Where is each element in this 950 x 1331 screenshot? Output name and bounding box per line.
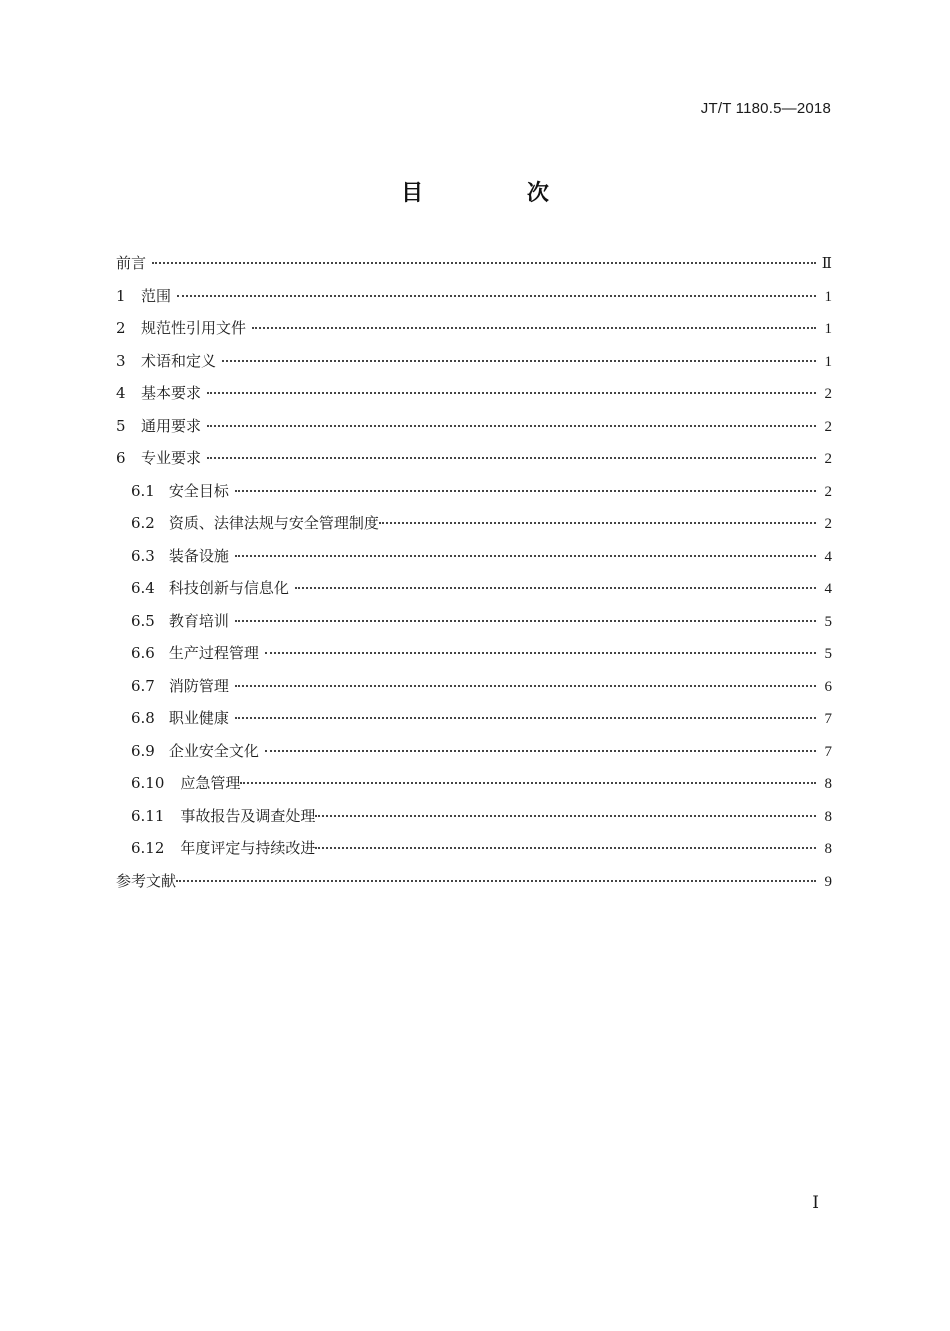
toc-entry-label: 应急管理 xyxy=(180,774,241,792)
toc-entry[interactable] xyxy=(116,510,832,543)
toc-entry-page: Ⅱ xyxy=(821,256,832,272)
toc-entry[interactable] xyxy=(116,673,832,706)
toc-leader-dots xyxy=(295,585,816,589)
toc-entry-page: 2 xyxy=(824,516,832,532)
toc-entry-number: 6.1 xyxy=(131,481,155,500)
toc-entry-page: 8 xyxy=(824,841,832,857)
toc-entry-number: 6.3 xyxy=(131,546,155,565)
toc-entry[interactable] xyxy=(116,803,832,836)
toc-entry-number: 6.12 xyxy=(131,839,165,857)
toc-leader-dots xyxy=(177,293,816,297)
toc-entry-number: 6.4 xyxy=(131,579,155,597)
toc-entry-label: 生产过程管理 xyxy=(168,644,259,662)
toc-entry-number: 4 xyxy=(116,384,126,402)
toc-entry-label: 资质、法律法规与安全管理制度 xyxy=(168,514,379,532)
toc-entry[interactable] xyxy=(116,250,832,283)
toc-entry-page: 2 xyxy=(824,451,832,467)
toc-leader-dots xyxy=(235,488,816,492)
toc-entry-number: 1 xyxy=(116,286,126,305)
toc-entry-label: 规范性引用文件 xyxy=(141,319,247,337)
toc-entry-page: 9 xyxy=(824,873,832,890)
toc-entry-number: 6.7 xyxy=(131,676,155,695)
toc-entry[interactable] xyxy=(116,575,832,608)
toc-entry-label: 科技创新与信息化 xyxy=(168,579,289,597)
toc-entry-page: 1 xyxy=(824,288,832,305)
toc-entry-page: 2 xyxy=(824,483,832,500)
toc-entry-page: 1 xyxy=(824,321,832,337)
toc-entry-number: 6.10 xyxy=(131,774,165,792)
toc-entry-number: 5 xyxy=(116,416,126,435)
toc-entry[interactable] xyxy=(116,640,832,673)
toc-entry-number: 6.5 xyxy=(131,611,155,630)
toc-entry-label: 专业要求 xyxy=(141,449,202,467)
toc-entry-page: 4 xyxy=(824,548,832,565)
toc-entry-page: 8 xyxy=(824,808,832,825)
toc-leader-dots xyxy=(265,650,816,654)
toc-leader-dots xyxy=(235,715,816,719)
toc-entry-label: 参考文献 xyxy=(116,871,177,890)
toc-entry[interactable] xyxy=(116,283,832,316)
toc-entry-label: 企业安全文化 xyxy=(168,741,259,760)
toc-entry-label: 教育培训 xyxy=(168,611,229,630)
toc-entry-label: 年度评定与持续改进 xyxy=(180,839,316,857)
toc-entry-label: 基本要求 xyxy=(141,384,202,402)
toc-entry-number: 6.2 xyxy=(131,514,155,532)
toc-entry[interactable] xyxy=(116,770,832,803)
toc-leader-dots xyxy=(235,618,816,622)
toc-leader-dots xyxy=(265,748,816,752)
toc-leader-dots xyxy=(315,813,816,817)
toc-entry-page: 7 xyxy=(824,711,832,727)
toc-entry-number: 6.11 xyxy=(131,806,165,825)
toc-entry-number: 6.6 xyxy=(131,644,155,662)
toc-entry-label: 装备设施 xyxy=(168,546,229,565)
toc-entry-label: 术语和定义 xyxy=(141,351,217,370)
toc-entry-page: 8 xyxy=(824,776,832,792)
toc-entry-page: 5 xyxy=(824,646,832,662)
toc-entry[interactable] xyxy=(116,348,832,381)
toc-leader-dots xyxy=(252,325,816,329)
standard-code: JT/T 1180.5—2018 xyxy=(700,100,831,117)
toc-entry[interactable] xyxy=(116,478,832,511)
toc-leader-dots xyxy=(222,358,816,362)
toc-entry-label: 消防管理 xyxy=(168,676,229,695)
toc-entry[interactable] xyxy=(116,705,832,738)
toc-entry-number: 3 xyxy=(116,351,126,370)
toc-entry-number: 6.8 xyxy=(131,709,155,727)
toc-entry-page: 5 xyxy=(824,613,832,630)
toc-entry-label: 事故报告及调查处理 xyxy=(180,806,316,825)
toc-entry-number: 2 xyxy=(116,319,126,337)
toc-entry[interactable] xyxy=(116,445,832,478)
toc-entry[interactable] xyxy=(116,315,832,348)
toc-leader-dots xyxy=(235,553,816,557)
toc-entry-number: 6 xyxy=(116,449,126,467)
toc-entry-label: 范围 xyxy=(141,286,172,305)
table-of-contents xyxy=(116,250,832,900)
toc-entry[interactable] xyxy=(116,608,832,641)
toc-leader-dots xyxy=(152,260,816,264)
toc-entry-page: 7 xyxy=(824,743,832,760)
toc-entry-page: 2 xyxy=(824,418,832,435)
toc-entry[interactable] xyxy=(116,835,832,868)
toc-entry[interactable] xyxy=(116,380,832,413)
page-number: Ⅰ xyxy=(812,1193,819,1212)
toc-leader-dots xyxy=(207,423,816,427)
toc-title: 目 次 xyxy=(401,181,597,206)
toc-leader-dots xyxy=(379,520,816,524)
toc-leader-dots xyxy=(315,845,816,849)
toc-leader-dots xyxy=(235,683,816,687)
toc-entry-page: 2 xyxy=(824,386,832,402)
toc-entry[interactable] xyxy=(116,868,832,901)
toc-entry-label: 职业健康 xyxy=(168,709,229,727)
toc-entry-page: 6 xyxy=(824,678,832,695)
toc-leader-dots xyxy=(176,878,816,882)
toc-entry[interactable] xyxy=(116,543,832,576)
toc-entry-label: 前言 xyxy=(116,254,147,272)
toc-entry[interactable] xyxy=(116,413,832,446)
toc-entry-number: 6.9 xyxy=(131,741,155,760)
toc-leader-dots xyxy=(207,390,816,394)
toc-entry-label: 安全目标 xyxy=(168,481,229,500)
toc-entry-label: 通用要求 xyxy=(141,416,202,435)
toc-leader-dots xyxy=(207,455,816,459)
toc-entry-page: 4 xyxy=(824,581,832,597)
toc-entry-page: 1 xyxy=(824,353,832,370)
toc-leader-dots xyxy=(240,780,816,784)
toc-entry[interactable] xyxy=(116,738,832,771)
